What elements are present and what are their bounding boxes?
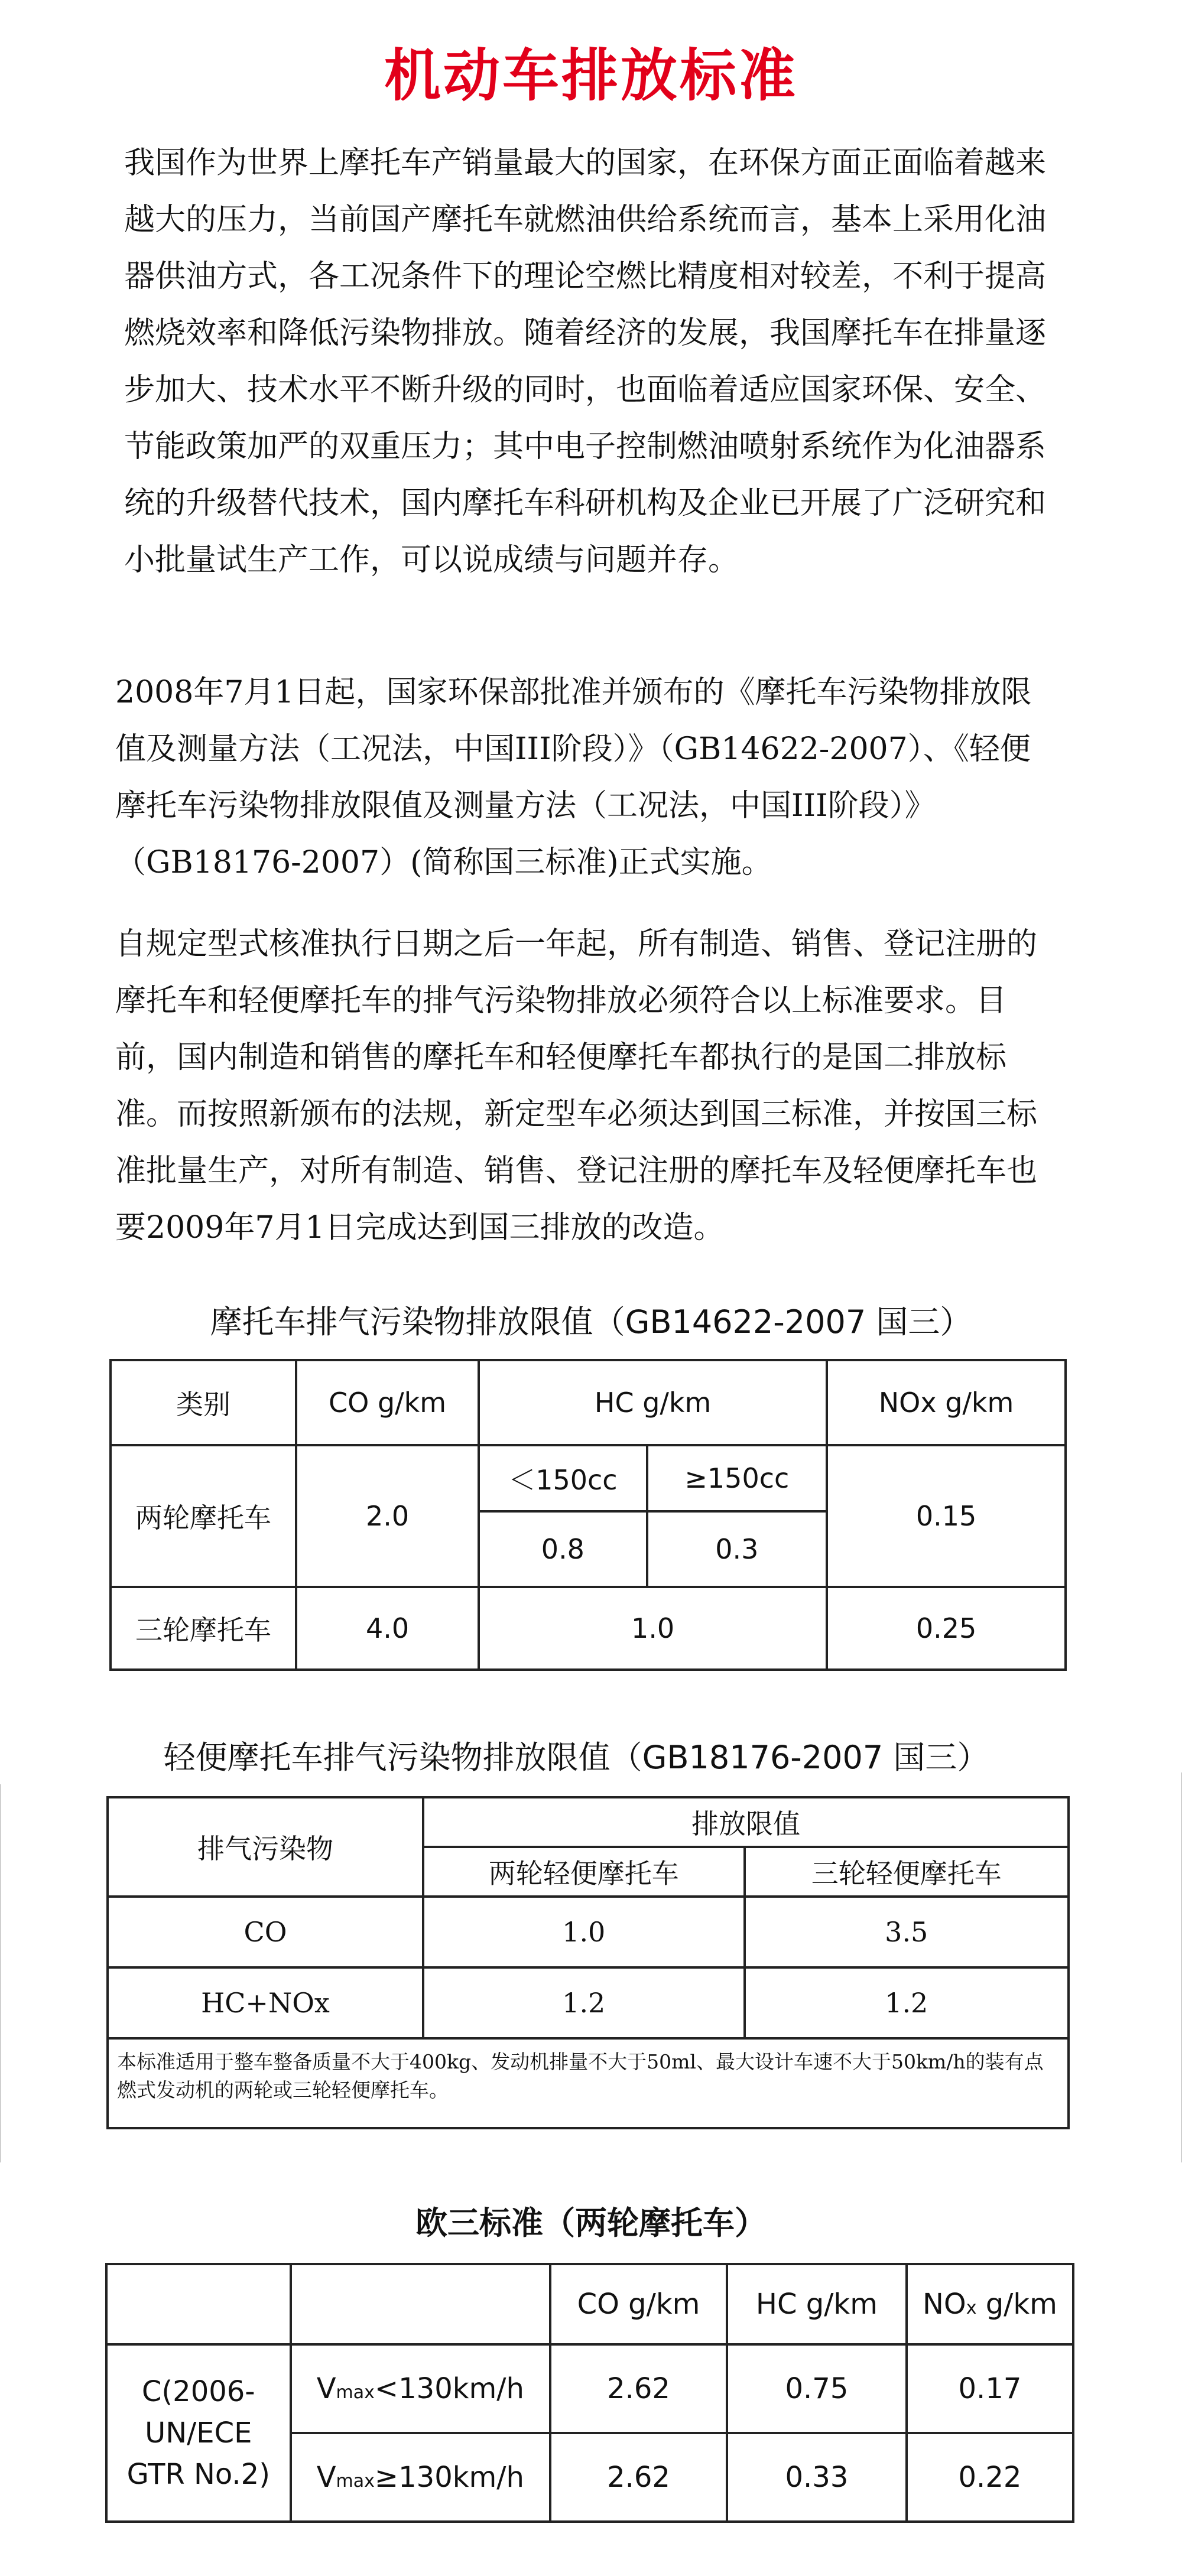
row-vmax-lt-co: 2.62 [550,2344,727,2433]
header-co: CO g/km [550,2264,727,2344]
header-nox: NOx g/km [907,2264,1073,2344]
header-hc-lt150: ＜150cc [479,1445,647,1511]
group-label: C(2006-UN/ECE GTR No.2) [106,2344,291,2522]
header-category: 类别 [111,1360,296,1445]
row-vmax-ge-nox: 0.22 [907,2433,1073,2522]
header-pollutant: 排气污染物 [108,1797,423,1897]
row-hcnox-three: 1.2 [745,1967,1069,2038]
row-vmax-ge-co: 2.62 [550,2433,727,2522]
header-hc: HC g/km [727,2264,907,2344]
header-empty-1 [106,2264,291,2344]
row-two-wheel-hc-lt150: 0.8 [479,1511,647,1587]
motorcycle-emission-table [109,1359,1067,1671]
applicability-note: 本标准适用于整车整备质量不大于400kg、发动机排量不大于50ml、最大设计车速不大于50km/h的装有点燃式发动机的两轮或三轮轻便摩托车。 [108,2038,1069,2128]
row-co-name: CO [108,1897,423,1967]
row-hcnox-name: HC+NOx [108,1967,423,2038]
moped-emission-table [106,1796,1070,2129]
row-three-wheel-nox: 0.25 [827,1587,1066,1670]
row-two-wheel-name: 两轮摩托车 [111,1445,296,1587]
table3-caption: 欧三标准（两轮摩托车） [415,2204,767,2242]
row-vmax-ge-hc: 0.33 [727,2433,907,2522]
row-two-wheel-co: 2.0 [296,1445,479,1587]
table1-caption: 摩托车排气污染物排放限值（GB14622-2007 国三） [210,1303,972,1341]
row-hcnox-two: 1.2 [423,1967,745,2038]
row-vmax-lt-hc: 0.75 [727,2344,907,2433]
page-title: 机动车排放标准 [384,43,798,109]
left-edge-line [0,1784,1,2162]
header-limit: 排放限值 [423,1797,1069,1847]
row-co-two: 1.0 [423,1897,745,1967]
euro3-emission-table [105,2263,1074,2523]
row-three-wheel-hc: 1.0 [479,1587,827,1670]
header-co: CO g/km [296,1360,479,1445]
row-vmax-lt-cond: Vmax<130km/h [291,2344,550,2433]
standard-paragraph: 2008年7月1日起，国家环保部批准并颁布的《摩托车污染物排放限值及测量方法（工况法，中国III阶段）》（GB14622-2007）、《轻便摩托车污染物排放限值及测量方法（工况法，中国III阶段）》（GB18176-2007）(简称国三标准)正式实施。 [115,675,1032,880]
header-three-wheel-moped: 三轮轻便摩托车 [745,1847,1069,1897]
header-two-wheel-moped: 两轮轻便摩托车 [423,1847,745,1897]
row-three-wheel-name: 三轮摩托车 [111,1587,296,1670]
row-co-three: 3.5 [745,1897,1069,1967]
row-vmax-lt-nox: 0.17 [907,2344,1073,2433]
row-two-wheel-hc-ge150: 0.3 [647,1511,827,1587]
table2-caption: 轻便摩托车排气污染物排放限值（GB18176-2007 国三） [163,1739,989,1776]
header-empty-2 [291,2264,550,2344]
header-hc-ge150: ≥150cc [647,1445,827,1511]
header-hc: HC g/km [479,1360,827,1445]
row-two-wheel-nox: 0.15 [827,1445,1066,1587]
header-nox: NOx g/km [827,1360,1066,1445]
row-three-wheel-co: 4.0 [296,1587,479,1670]
row-vmax-ge-cond: Vmax≥130km/h [291,2433,550,2522]
intro-paragraph: 我国作为世界上摩托车产销量最大的国家，在环保方面正面临着越来越大的压力，当前国产摩托车就燃油供给系统而言，基本上采用化油器供油方式，各工况条件下的理论空燃比精度相对较差，不利于提高燃烧效率和降低污染物排放。随着经济的发展，我国摩托车在排量逐步加大、技术水平不断升级的同时，也面临着适应国家环保、安全、节能政策加严的双重压力；其中电子控制燃油喷射系统作为化油器系统的升级替代技术，国内摩托车科研机构及企业已开展了广泛研究和小批量试生产工作，可以说成绩与问题并存。 [124,145,1047,578]
implementation-paragraph: 自规定型式核准执行日期之后一年起，所有制造、销售、登记注册的摩托车和轻便摩托车的排气污染物排放必须符合以上标准要求。目前，国内制造和销售的摩托车和轻便摩托车都执行的是国二排放标准。而按照新颁布的法规，新定型车必须达到国三标准，并按国三标准批量生产，对所有制造、销售、登记注册的摩托车及轻便摩托车也要2009年7月1日完成达到国三排放的改造。 [115,926,1038,1245]
